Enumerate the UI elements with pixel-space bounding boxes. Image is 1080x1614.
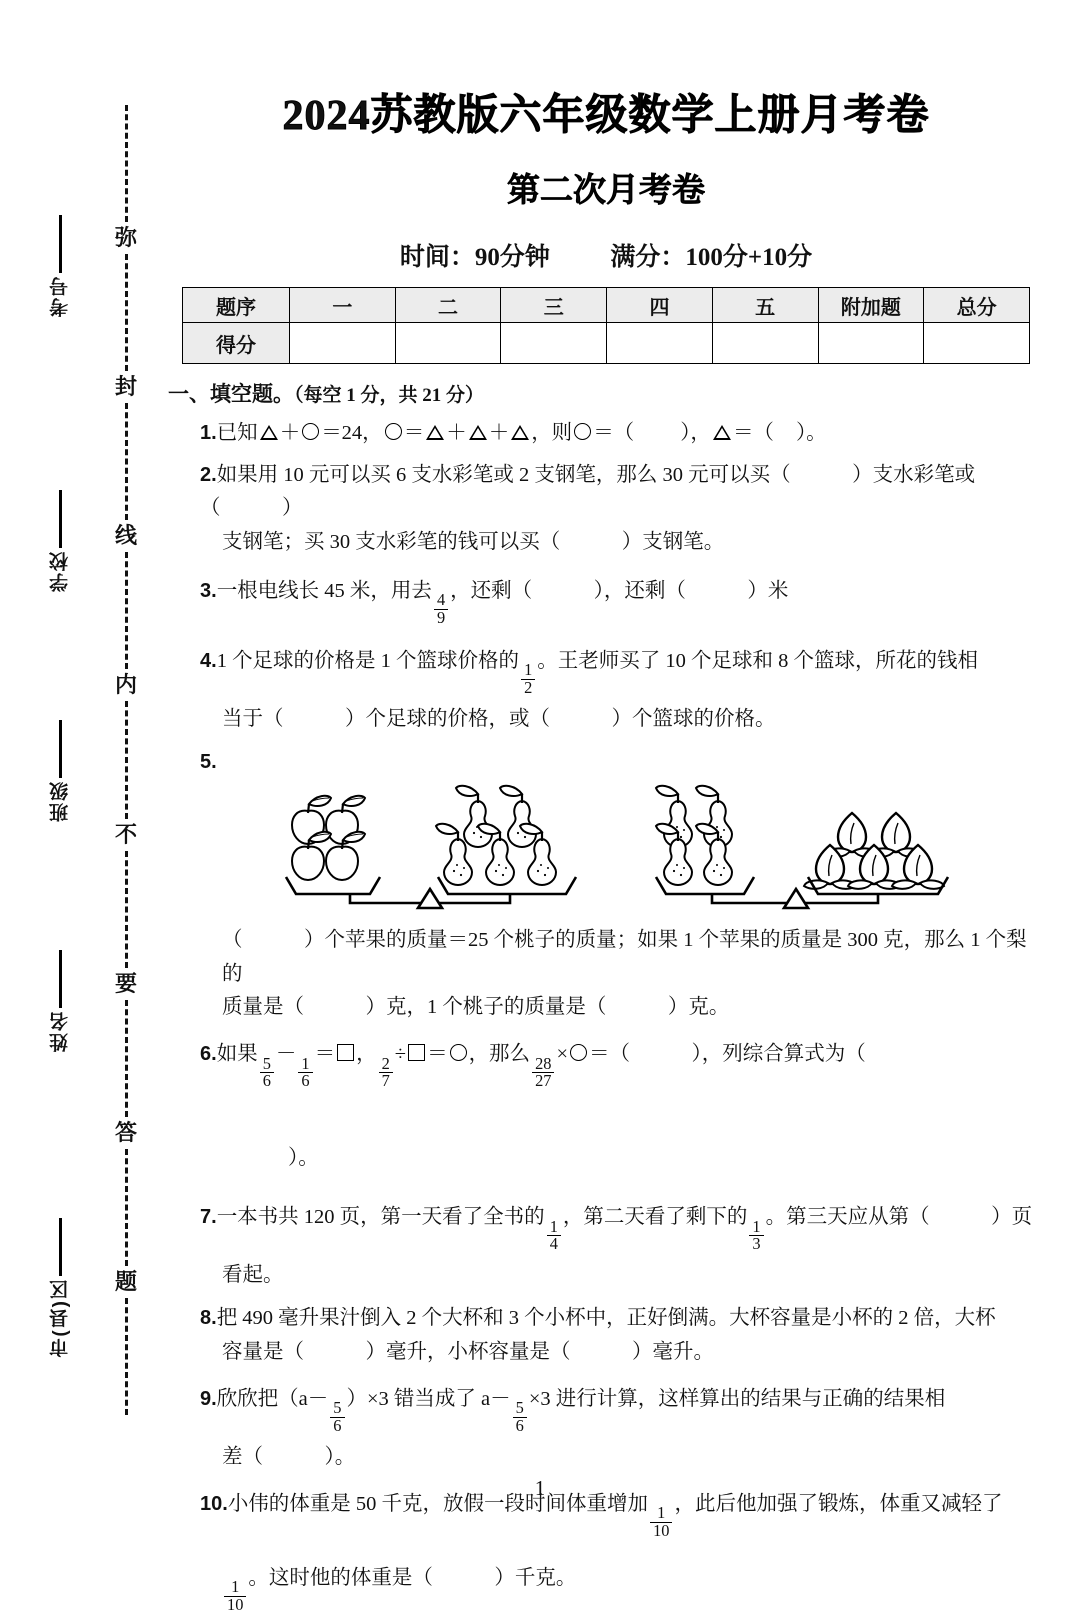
- question-text: ×: [556, 1043, 569, 1065]
- section-heading: [168, 378, 1046, 408]
- total-score-label: 满分：100分+10分: [610, 244, 813, 271]
- question-text: ，: [356, 1043, 377, 1065]
- seal-dash-segment: [125, 1149, 128, 1266]
- fraction-1-3: $\frac{1}{3}$: [749, 1219, 763, 1253]
- left-margin: [0, 0, 160, 1527]
- question-10-line2: [222, 1562, 1046, 1614]
- pear-group: [656, 786, 732, 885]
- question-number: 5.: [200, 750, 217, 773]
- question-text: ×3 进行计算，这样算出的结果与正确的结果相: [528, 1387, 946, 1410]
- question-text: ＝（: [593, 422, 635, 444]
- question-text: ）。: [288, 1146, 319, 1169]
- triangle-symbol-icon: [713, 425, 731, 440]
- question-text: ＋: [446, 422, 467, 444]
- question-4: [200, 645, 1046, 736]
- circle-symbol-icon: [302, 423, 319, 440]
- score-table-header-cell: 题序: [183, 288, 290, 323]
- question-text: 容量是（ ）毫升，小杯容量是（ ）毫升。: [222, 1340, 714, 1363]
- margin-field-shixianqu: [24, 1218, 96, 1358]
- question-number: 9.: [200, 1387, 217, 1410]
- exam-content: [166, 0, 1046, 1614]
- score-table-header-cell: 三: [501, 288, 607, 323]
- score-table-header-cell: 附加题: [818, 288, 924, 323]
- score-cell[interactable]: [818, 323, 924, 364]
- seal-dash-segment: [125, 1000, 128, 1117]
- score-cell[interactable]: [501, 323, 607, 364]
- balance-scales-svg: [260, 781, 960, 911]
- margin-label-kaohao: 考号: [49, 275, 71, 317]
- question-text: ＋: [488, 422, 510, 444]
- circle-symbol-icon: [574, 423, 591, 440]
- question-text: ，还剩（ ），还剩（ ）米: [450, 579, 789, 602]
- question-text: ＝（ ），列综合算式为（: [589, 1043, 866, 1065]
- margin-field-kaohao: [24, 215, 96, 317]
- seal-line: [108, 105, 144, 1415]
- score-cell[interactable]: [924, 323, 1030, 364]
- fraction-2-7: $\frac{2}{7}$: [379, 1056, 393, 1090]
- question-text: 。王老师买了 10 个足球和 8 个篮球，所花的钱相: [537, 649, 979, 672]
- seal-dash-segment: [125, 552, 128, 669]
- margin-rule-line: [59, 720, 62, 778]
- question-text: 。这时他的体重是（ ）千克。: [248, 1566, 577, 1589]
- question-8: [200, 1302, 1046, 1368]
- question-1: [200, 417, 1046, 450]
- question-text: 小伟的体重是 50 千克，放假一段时间体重增加: [227, 1492, 649, 1515]
- triangle-symbol-icon: [511, 425, 529, 440]
- page-subtitle: 第二次月考卷: [507, 173, 705, 209]
- margin-field-xingming: [24, 950, 96, 1052]
- question-2: [200, 459, 1046, 559]
- balance-scale-1: [286, 786, 576, 908]
- question-number: 2.: [200, 464, 217, 487]
- question-text: 支钢笔；买 30 支水彩笔的钱可以买（ ）支钢笔。: [222, 530, 725, 553]
- seal-char-0: 弥: [114, 225, 137, 251]
- question-text: 差（ ）。: [222, 1445, 356, 1468]
- question-text: ，第二天看了剩下的: [562, 1206, 748, 1229]
- question-text: 一根电线长 45 米，用去: [216, 579, 432, 602]
- question-3: [200, 575, 1046, 627]
- seal-char-3: 内: [114, 672, 137, 698]
- score-table-header-cell: 二: [395, 288, 501, 323]
- question-9: [200, 1383, 1046, 1474]
- triangle-symbol-icon: [426, 425, 444, 440]
- question-text: ＋: [279, 422, 301, 444]
- fraction-1-10: $\frac{1}{10}$: [650, 1505, 672, 1539]
- question-text: ，则: [531, 422, 573, 444]
- question-text: 一本书共 120 页，第一天看了全书的: [216, 1206, 545, 1229]
- score-table: [182, 287, 1030, 364]
- margin-field-xuexiao: [24, 490, 96, 592]
- question-number: 3.: [200, 579, 217, 602]
- question-text: 已知: [216, 422, 258, 444]
- page-title: 2024苏教版六年级数学上册月考卷: [282, 93, 930, 139]
- margin-field-banji: [24, 720, 96, 822]
- seal-char-6: 答: [114, 1119, 137, 1145]
- peach-group: [804, 813, 944, 889]
- fraction-1-4: $\frac{1}{4}$: [547, 1219, 561, 1253]
- margin-rule-line: [59, 1218, 62, 1276]
- question-number: 4.: [200, 649, 217, 672]
- fraction-1-6: $\frac{1}{6}$: [298, 1056, 312, 1090]
- square-symbol-icon: [408, 1044, 425, 1061]
- score-table-header-cell: 四: [607, 288, 713, 323]
- question-text: ，那么: [468, 1043, 531, 1065]
- triangle-symbol-icon: [260, 425, 278, 440]
- question-text: 当于（ ）个足球的价格，或（ ）个篮球的价格。: [222, 707, 776, 730]
- margin-label-shixianqu: 市(县)区: [49, 1278, 71, 1358]
- question-text: 欣欣把（a－: [216, 1387, 329, 1410]
- margin-label-banji: 班级: [49, 780, 71, 822]
- question-text: 如果用 10 元可以买 6 支水彩笔或 2 支钢笔，那么 30 元可以买（ ）支水彩笔或（ ）: [200, 464, 976, 520]
- time-label: 时间：90分钟: [399, 244, 550, 271]
- section-heading-text: 一、填空题。: [168, 383, 294, 406]
- question-text: ÷: [394, 1043, 407, 1065]
- score-table-header-cell: 总分: [924, 288, 1030, 323]
- question-5: [200, 746, 1046, 1024]
- question-number: 1.: [200, 422, 217, 444]
- question-text: 1 个足球的价格是 1 个篮球价格的: [216, 649, 520, 672]
- pear-group: [436, 786, 556, 885]
- seal-dash-segment: [125, 105, 128, 222]
- question-10: [200, 1488, 1046, 1614]
- seal-dash-segment: [125, 254, 128, 371]
- fraction-1-10: $\frac{1}{10}$: [224, 1579, 246, 1613]
- question-text: ＝24，: [321, 422, 383, 444]
- page-number: 1: [534, 1476, 546, 1500]
- score-cell[interactable]: [712, 323, 818, 364]
- score-table-header-cell: 五: [712, 288, 818, 323]
- seal-char-4: 不: [114, 821, 137, 847]
- exam-meta: [166, 237, 1046, 273]
- fraction-5-6: $\frac{5}{6}$: [513, 1400, 527, 1434]
- score-cell[interactable]: [290, 323, 396, 364]
- score-table-body-row: [183, 323, 1030, 364]
- question-text: ＝: [427, 1043, 448, 1065]
- margin-rule-line: [59, 950, 62, 1008]
- margin-rule-line: [59, 215, 62, 273]
- margin-rule-line: [59, 490, 62, 548]
- question-text: ，此后他加强了锻炼，体重又减轻了: [674, 1492, 1003, 1515]
- question-text: 把 490 毫升果汁倒入 2 个大杯和 3 个小杯中，正好倒满。大杯容量是小杯的 2 倍，大杯: [216, 1307, 996, 1330]
- margin-label-xingming: 姓名: [49, 1010, 71, 1052]
- fraction-1-2: $\frac{1}{2}$: [521, 662, 535, 696]
- question-text: 如果: [216, 1043, 258, 1065]
- score-cell[interactable]: [395, 323, 501, 364]
- circle-symbol-icon: [450, 1044, 467, 1061]
- score-cell[interactable]: [607, 323, 713, 364]
- seal-dash-segment: [125, 701, 128, 818]
- question-6: [200, 1038, 1046, 1175]
- triangle-symbol-icon: [469, 425, 487, 440]
- square-symbol-icon: [337, 1044, 354, 1061]
- fraction-28-27: $\frac{28}{27}$: [532, 1056, 554, 1090]
- balance-scale-figure: [260, 781, 1046, 922]
- seal-char-7: 题: [114, 1268, 137, 1294]
- circle-symbol-icon: [570, 1044, 587, 1061]
- apple-group: [292, 796, 365, 880]
- question-text: ＝（: [732, 422, 774, 444]
- score-table-header-cell: 一: [290, 288, 396, 323]
- seal-dash-segment: [125, 851, 128, 968]
- seal-dash-segment: [125, 403, 128, 520]
- question-text: ）。: [795, 422, 827, 444]
- score-table-header-row: [183, 288, 1030, 323]
- question-text: （ ）个苹果的质量＝25 个桃子的质量；如果 1 个苹果的质量是 300 克，那么 1 个梨的: [222, 929, 1027, 985]
- seal-char-2: 线: [114, 523, 137, 549]
- question-number: 10.: [200, 1492, 228, 1515]
- margin-label-xuexiao: 学校: [49, 550, 71, 592]
- fraction-5-6: $\frac{5}{6}$: [260, 1056, 274, 1090]
- seal-char-1: 封: [114, 374, 137, 400]
- seal-char-5: 要: [114, 970, 137, 996]
- question-text: ＝: [314, 1043, 336, 1065]
- question-text: 质量是（ ）克，1 个桃子的质量是（ ）克。: [222, 995, 730, 1018]
- circle-symbol-icon: [385, 423, 402, 440]
- question-text: ），: [680, 422, 711, 444]
- balance-scale-2: [656, 786, 948, 908]
- score-table-row-label: 得分: [183, 323, 290, 364]
- question-number: 7.: [200, 1206, 217, 1229]
- seal-dash-segment: [125, 1298, 128, 1415]
- question-number: 8.: [200, 1307, 217, 1330]
- question-number: 6.: [200, 1043, 217, 1065]
- section-points: （每空 1 分，共 21 分）: [294, 385, 485, 406]
- question-text: 看起。: [222, 1264, 284, 1287]
- question-text: －: [275, 1043, 297, 1065]
- fraction-5-6: $\frac{5}{6}$: [330, 1400, 344, 1434]
- question-text: 。第三天应从第（ ）页: [765, 1206, 1033, 1229]
- question-7: [200, 1201, 1046, 1292]
- question-text: ＝: [403, 422, 425, 444]
- fraction-4-9: $\frac{4}{9}$: [434, 592, 448, 626]
- question-text: ）×3 错当成了 a－: [346, 1387, 511, 1410]
